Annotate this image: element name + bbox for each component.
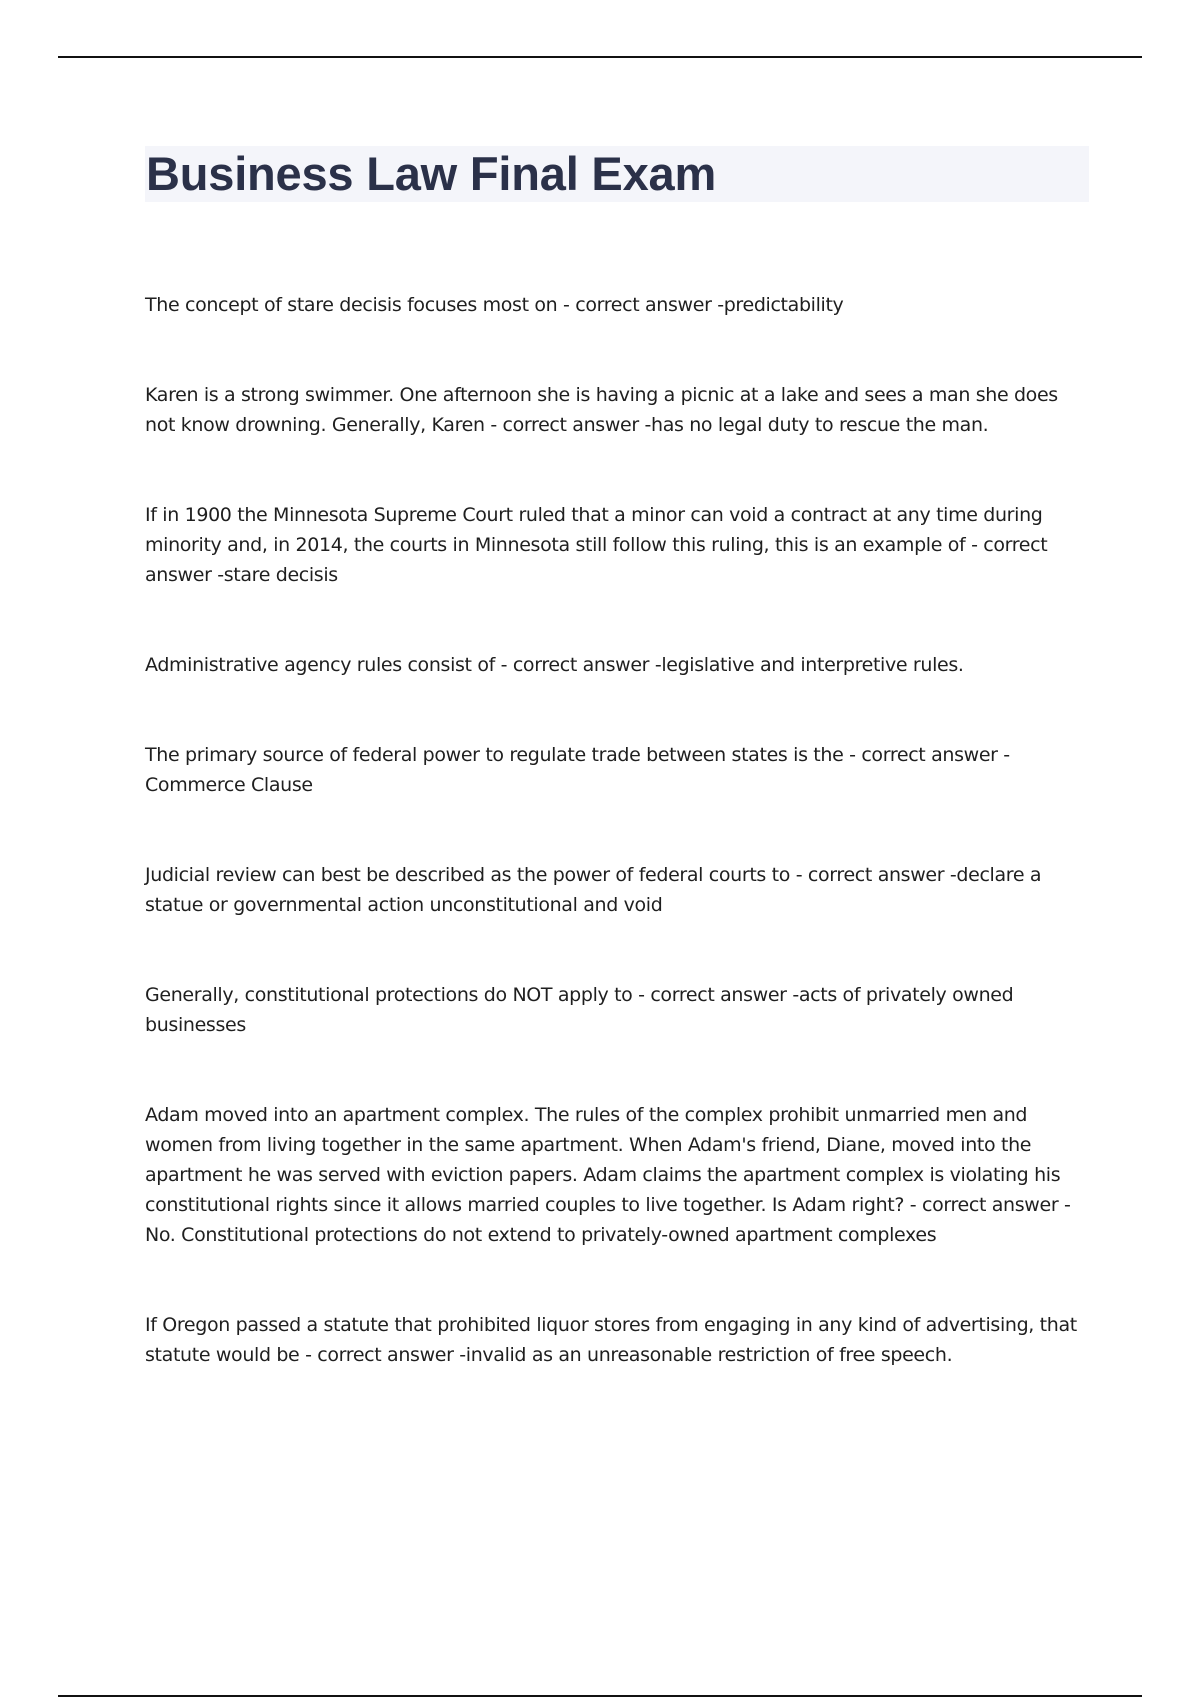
qa-item: The concept of stare decisis focuses most on - correct answer -predictability (145, 294, 844, 316)
qa-item: If Oregon passed a statute that prohibited liquor stores from engaging in any kind of advertising, that statute would be - correct answer -invalid as an unreasonable restriction of free speech. (145, 1314, 1077, 1366)
question-answer-list (145, 290, 1090, 1370)
document-title: Business Law Final Exam (146, 147, 717, 200)
footer-divider (58, 1695, 1142, 1697)
qa-item: If in 1900 the Minnesota Supreme Court ruled that a minor can void a contract at any time during minority and, in 2014, the courts in Minnesota still follow this ruling, this is an example of - correct answer -stare decisis (145, 504, 1048, 586)
qa-item: Adam moved into an apartment complex. The rules of the complex prohibit unmarried men and women from living together in the same apartment. When Adam's friend, Diane, moved into the apartment he was served with eviction papers. Adam claims the apartment complex is violating his constitutional rights since it allows married couples to live together. Is Adam right? - correct answer -No. Constitutional protections do not extend to privately-owned apartment complexes (145, 1104, 1071, 1246)
header-divider (58, 56, 1142, 58)
qa-item: The primary source of federal power to regulate trade between states is the - correct answer -Commerce Clause (145, 744, 1010, 796)
qa-item: Judicial review can best be described as the power of federal courts to - correct answer -declare a statue or governmental action unconstitutional and void (145, 864, 1042, 916)
qa-item: Administrative agency rules consist of - correct answer -legislative and interpretive rules. (145, 654, 964, 676)
qa-item: Karen is a strong swimmer. One afternoon she is having a picnic at a lake and sees a man she does not know drowning. Generally, Karen - correct answer -has no legal duty to rescue the man. (145, 384, 1058, 436)
qa-item: Generally, constitutional protections do NOT apply to - correct answer -acts of privately owned businesses (145, 984, 1014, 1036)
